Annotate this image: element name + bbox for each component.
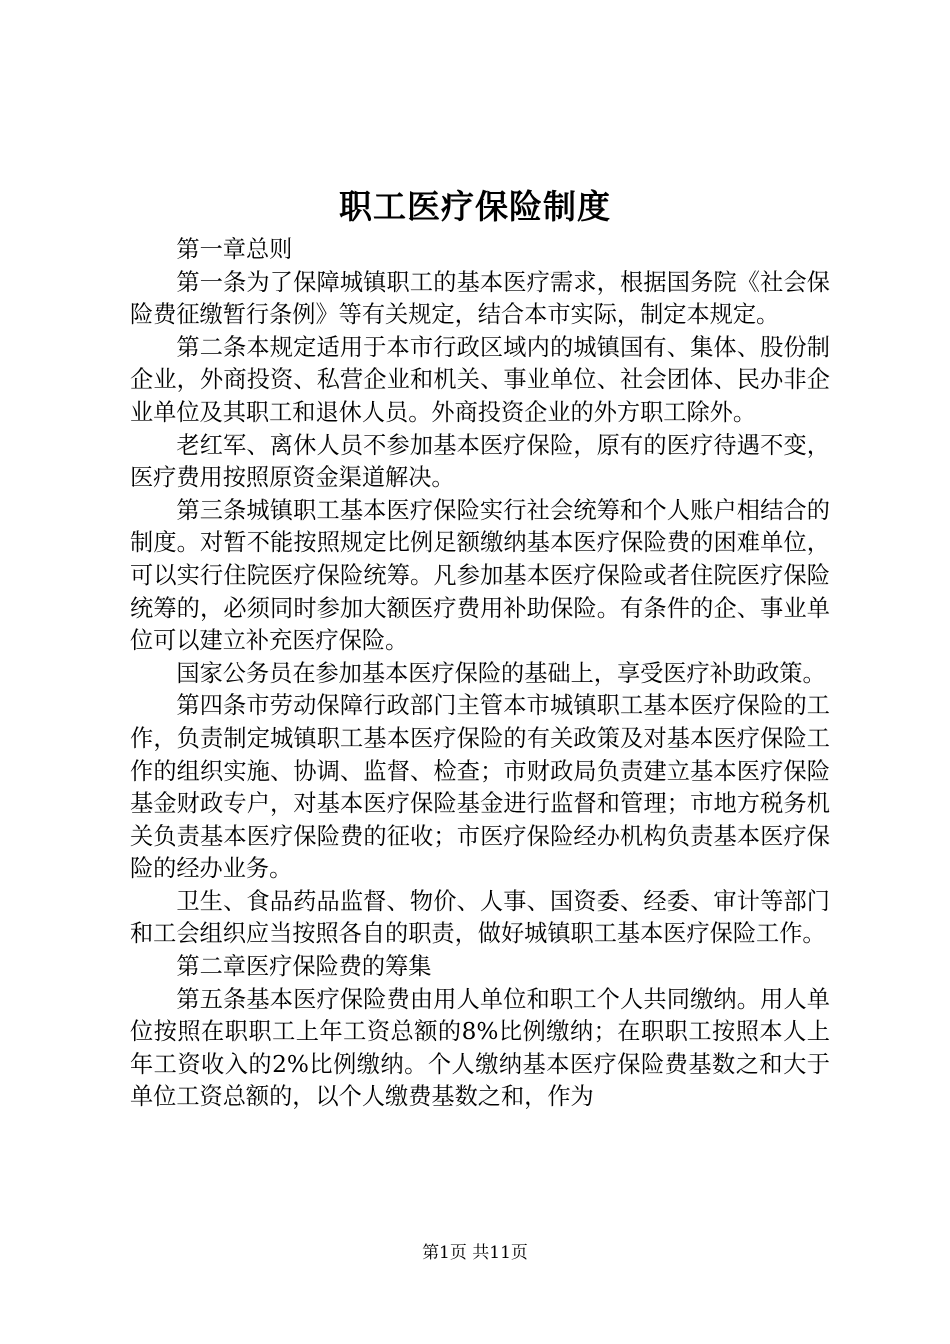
chapter-heading: 第二章医疗保险费的筹集 xyxy=(176,953,432,981)
paragraph: 老红军、离休人员不参加基本医疗保险，原有的医疗待遇不变，医疗费用按照原资金渠道解决。 xyxy=(130,431,830,492)
paragraph: 第二条本规定适用于本市行政区域内的城镇国有、集体、股份制企业，外商投资、私营企业和机关、事业单位、社会团体、民办非企业单位及其职工和退休人员。外商投资企业的外方职工除外。 xyxy=(130,333,830,426)
paragraph: 第一条为了保障城镇职工的基本医疗需求，根据国务院《社会保险费征缴暂行条例》等有关规定，结合本市实际，制定本规定。 xyxy=(130,268,830,329)
chapter-heading: 第一章总则 xyxy=(176,236,293,263)
paragraph: 第五条基本医疗保险费由用人单位和职工个人共同缴纳。用人单位按照在职职工上年工资总额的8%比例缴纳；在职职工按照本人上年工资收入的2%比例缴纳。个人缴纳基本医疗保险费基数之和大于单位工资总额的，以个人缴费基数之和，作为 xyxy=(130,985,830,1111)
paragraph: 卫生、食品药品监督、物价、人事、国资委、经委、审计等部门和工会组织应当按照各自的职责，做好城镇职工基本医疗保险工作。 xyxy=(130,887,830,948)
page-footer: 第1页 共11页 xyxy=(422,1243,528,1263)
document-title: 职工医疗保险制度 xyxy=(339,187,611,226)
paragraph: 国家公务员在参加基本医疗保险的基础上，享受医疗补助政策。 xyxy=(176,659,826,687)
paragraph: 第三条城镇职工基本医疗保险实行社会统筹和个人账户相结合的制度。对暂不能按照规定比例足额缴纳基本医疗保险费的困难单位，可以实行住院医疗保险统筹。凡参加基本医疗保险或者住院医疗保险统筹的，必须同时参加大额医疗费用补助保险。有条件的企、事业单位可以建立补充医疗保险。 xyxy=(130,496,830,655)
document-body xyxy=(130,234,830,1114)
paragraph: 第四条市劳动保障行政部门主管本市城镇职工基本医疗保险的工作，负责制定城镇职工基本医疗保险的有关政策及对基本医疗保险工作的组织实施、协调、监督、检查；市财政局负责建立基本医疗保险基金财政专户，对基本医疗保险基金进行监督和管理；市地方税务机关负责基本医疗保险费的征收；市医疗保险经办机构负责基本医疗保险的经办业务。 xyxy=(130,692,830,883)
